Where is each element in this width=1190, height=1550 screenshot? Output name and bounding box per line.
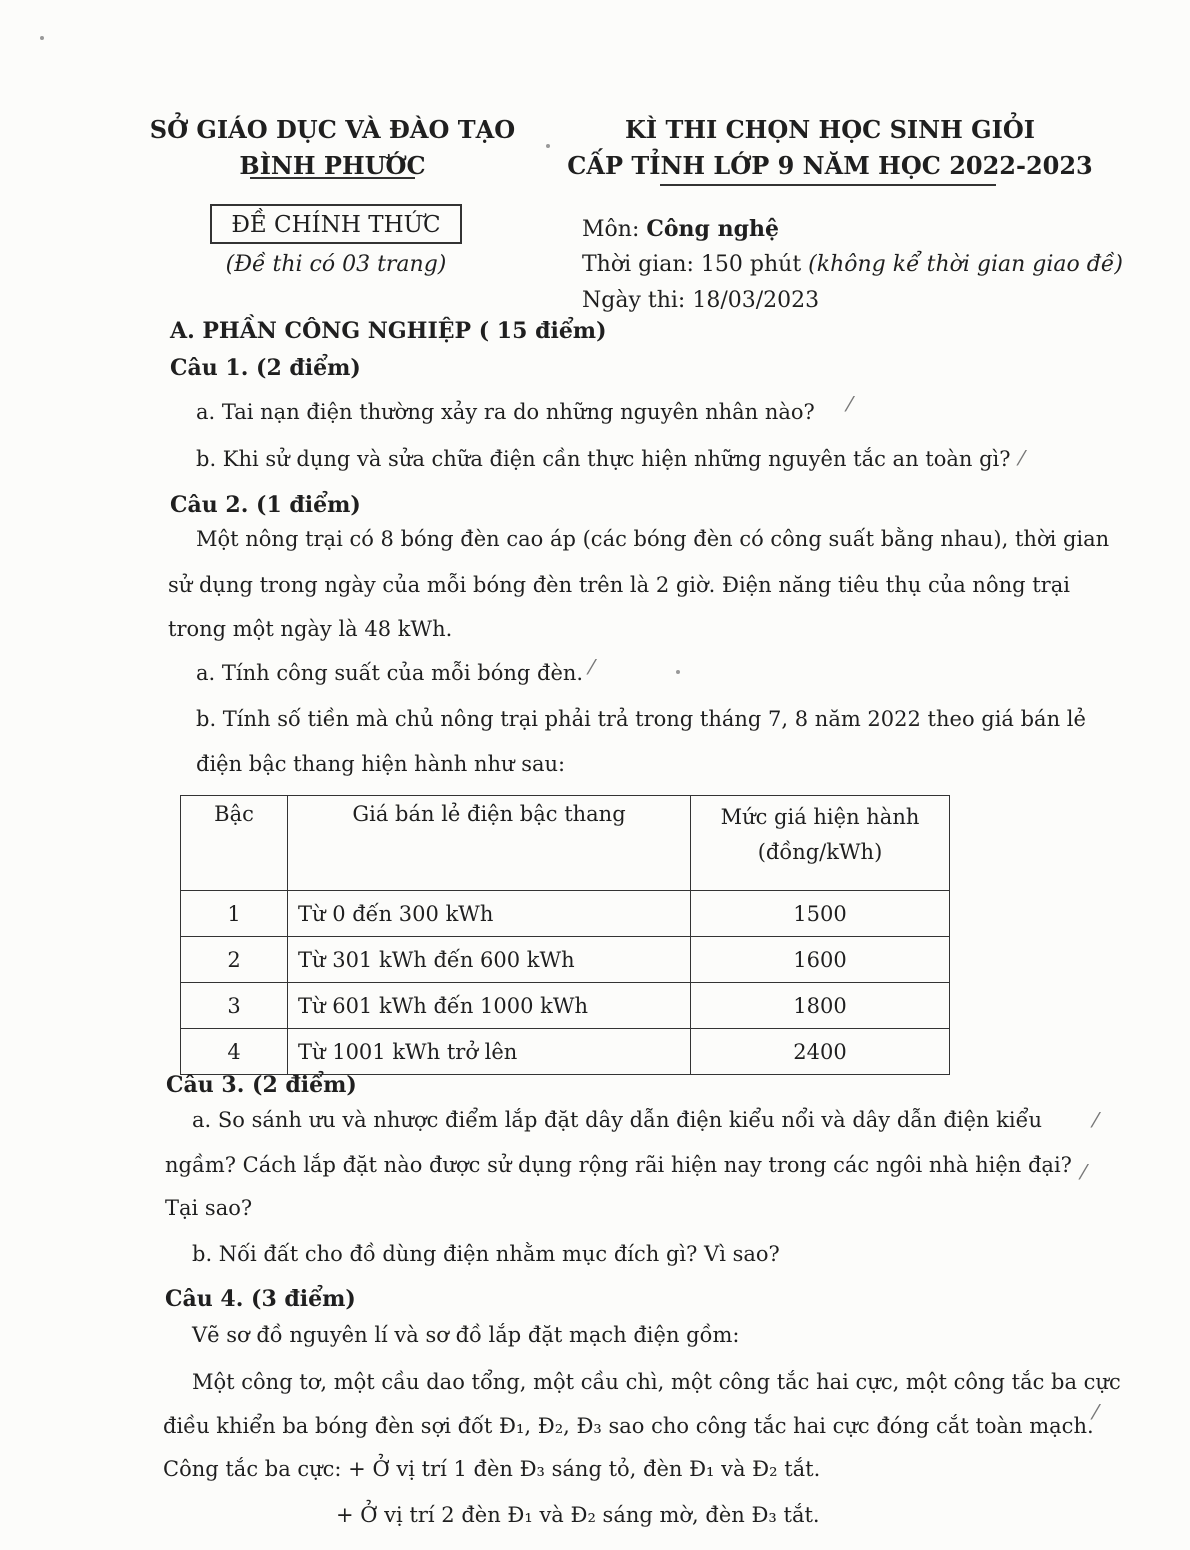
subject-label: Môn: bbox=[582, 217, 647, 242]
question-2-p1: Một nông trại có 8 bóng đèn cao áp (các bóng đèn có công suất bằng nhau), thời gian bbox=[196, 527, 1110, 551]
question-4-title: Câu 4. (3 điểm) bbox=[165, 1286, 356, 1312]
time-note: (không kể thời gian giao đề) bbox=[808, 252, 1123, 277]
tier-cell: 4 bbox=[181, 1029, 288, 1075]
department-line2: BÌNH PHƯỚC bbox=[239, 151, 426, 180]
exam-line1: KÌ THI CHỌN HỌC SINH GIỎI bbox=[625, 115, 1035, 144]
question-1a: a. Tai nạn điện thường xảy ra do những nguyên nhân nào? bbox=[196, 400, 815, 424]
pencil-tick-icon: ⁄ bbox=[1020, 446, 1024, 470]
price-cell: 1600 bbox=[691, 937, 950, 983]
range-cell: Từ 1001 kWh trở lên bbox=[288, 1029, 691, 1075]
scan-speck bbox=[676, 670, 680, 674]
pencil-tick-icon: ⁄ bbox=[848, 392, 852, 416]
time-line bbox=[582, 252, 1123, 277]
question-3a-line1: a. So sánh ưu và nhược điểm lắp đặt dây dẫn điện kiểu nổi và dây dẫn điện kiểu bbox=[192, 1108, 1043, 1132]
price-cell: 1500 bbox=[691, 891, 950, 937]
question-2-p3: trong một ngày là 48 kWh. bbox=[168, 617, 453, 641]
pencil-tick-icon: ⁄ bbox=[1082, 1160, 1086, 1184]
exam-underline bbox=[660, 184, 996, 186]
header-tier: Bậc bbox=[181, 796, 288, 891]
range-cell: Từ 301 kWh đến 600 kWh bbox=[288, 937, 691, 983]
question-3-title: Câu 3. (2 điểm) bbox=[166, 1072, 357, 1098]
scan-speck bbox=[40, 36, 44, 40]
scan-speck bbox=[546, 144, 550, 148]
pencil-tick-icon: ⁄ bbox=[1094, 1108, 1098, 1132]
question-3b: b. Nối đất cho đồ dùng điện nhằm mục đích gì? Vì sao? bbox=[192, 1242, 780, 1266]
question-4-p2: Một công tơ, một cầu dao tổng, một cầu chì, một công tắc hai cực, một công tắc ba cực bbox=[192, 1370, 1121, 1394]
tariff-table bbox=[180, 795, 950, 1075]
tier-cell: 2 bbox=[181, 937, 288, 983]
range-cell: Từ 0 đến 300 kWh bbox=[288, 891, 691, 937]
table-row bbox=[181, 1029, 950, 1075]
date-line: Ngày thi: 18/03/2023 bbox=[582, 288, 820, 313]
subject-line bbox=[582, 216, 779, 242]
question-2-p2: sử dụng trong ngày của mỗi bóng đèn trên là 2 giờ. Điện năng tiêu thụ của nông trại bbox=[168, 573, 1070, 597]
exam-header bbox=[560, 112, 1100, 184]
table-row bbox=[181, 937, 950, 983]
question-3a-line3: Tại sao? bbox=[165, 1196, 253, 1220]
tier-cell: 3 bbox=[181, 983, 288, 1029]
question-1b: b. Khi sử dụng và sửa chữa điện cần thực hiện những nguyên tắc an toàn gì? bbox=[196, 447, 1011, 471]
department-underline bbox=[250, 177, 415, 179]
department-line1: SỞ GIÁO DỤC VÀ ĐÀO TẠO bbox=[149, 115, 516, 144]
range-cell: Từ 601 kWh đến 1000 kWh bbox=[288, 983, 691, 1029]
time-label: Thời gian: 150 phút bbox=[582, 252, 809, 277]
exam-line2: CẤP TỈNH LỚP 9 NĂM HỌC 2022-2023 bbox=[567, 151, 1093, 180]
section-title: A. PHẦN CÔNG NGHIỆP ( 15 điểm) bbox=[170, 318, 607, 344]
pencil-tick-icon: ⁄ bbox=[1094, 1400, 1098, 1424]
question-4-p3: điều khiển ba bóng đèn sợi đốt Đ₁, Đ₂, Đ₃ sao cho công tắc hai cực đóng cắt toàn mạch. bbox=[163, 1414, 1094, 1438]
header-price-line1: Mức giá hiện hành bbox=[720, 805, 920, 829]
pages-note: (Đề thi có 03 trang) bbox=[225, 252, 447, 277]
question-4-p1: Vẽ sơ đồ nguyên lí và sơ đồ lắp đặt mạch điện gồm: bbox=[192, 1323, 740, 1347]
subject-value: Công nghệ bbox=[646, 216, 779, 242]
question-3a-line2: ngầm? Cách lắp đặt nào được sử dụng rộng rãi hiện nay trong các ngôi nhà hiện đại? bbox=[165, 1153, 1072, 1177]
question-4-p4: Công tắc ba cực: + Ở vị trí 1 đèn Đ₃ sáng tỏ, đèn Đ₁ và Đ₂ tắt. bbox=[163, 1457, 821, 1481]
header-price-line2: (đồng/kWh) bbox=[757, 840, 883, 864]
header-price bbox=[691, 796, 950, 891]
price-cell: 1800 bbox=[691, 983, 950, 1029]
question-4-p5: + Ở vị trí 2 đèn Đ₁ và Đ₂ sáng mờ, đèn Đ₃ tắt. bbox=[336, 1503, 820, 1527]
pencil-tick-icon: ⁄ bbox=[590, 655, 594, 679]
price-cell: 2400 bbox=[691, 1029, 950, 1075]
table-row bbox=[181, 983, 950, 1029]
question-2a: a. Tính công suất của mỗi bóng đèn. bbox=[196, 661, 584, 685]
table-row bbox=[181, 891, 950, 937]
official-label: ĐỀ CHÍNH THỨC bbox=[210, 204, 462, 244]
header-range: Giá bán lẻ điện bậc thang bbox=[288, 796, 691, 891]
department-header bbox=[130, 112, 535, 184]
tier-cell: 1 bbox=[181, 891, 288, 937]
question-1-title: Câu 1. (2 điểm) bbox=[170, 355, 361, 381]
question-2b-line1: b. Tính số tiền mà chủ nông trại phải trả trong tháng 7, 8 năm 2022 theo giá bán lẻ bbox=[196, 707, 1086, 731]
question-2-title: Câu 2. (1 điểm) bbox=[170, 492, 361, 518]
table-header-row bbox=[181, 796, 950, 891]
question-2b-line2: điện bậc thang hiện hành như sau: bbox=[196, 752, 566, 776]
